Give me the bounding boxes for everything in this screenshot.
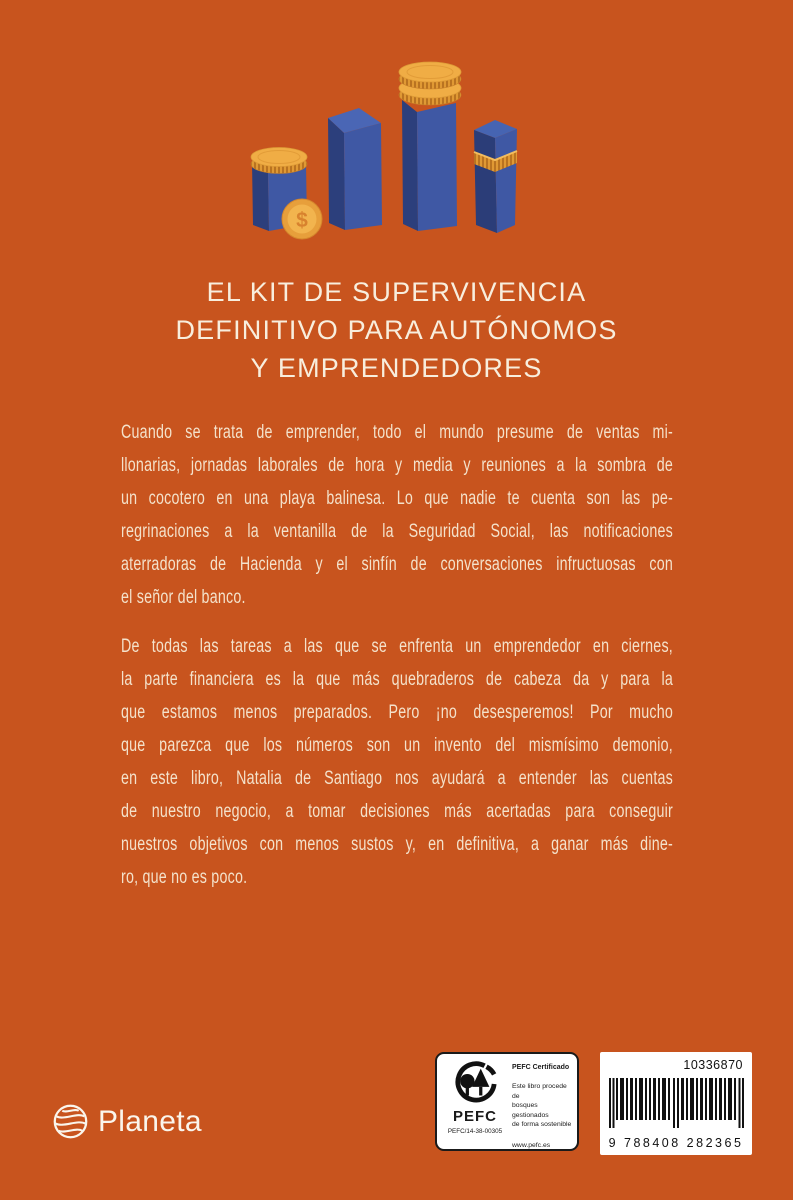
text-line: De todas las tareas a las que se enfrenta un emprendedor en ciernes,	[121, 636, 673, 657]
text-line: en este libro, Natalia de Santiago nos ayudará a entender las cuentas	[121, 768, 673, 789]
synopsis-paragraph-1	[121, 416, 673, 614]
text-line: Cuando se trata de emprender, todo el mundo presume de ventas mi-	[121, 422, 673, 443]
text-line: regrinaciones a la ventanilla de la Seguridad Social, las notificaciones	[121, 521, 673, 542]
pefc-description-line: de forma sostenible	[512, 1121, 572, 1128]
coins-bar-chart-illustration	[240, 45, 540, 245]
pefc-description-line: bosques gestionados	[512, 1102, 549, 1119]
pefc-description-line: Este libro procede de	[512, 1083, 567, 1100]
pefc-logo-text: PEFC	[452, 1108, 497, 1125]
text-line: de nuestro negocio, a tomar decisiones más acertadas para conseguir	[121, 801, 673, 822]
tagline	[0, 273, 793, 387]
text-line: llonarias, jornadas laborales de hora y media y reuniones a la sombra de	[121, 455, 673, 476]
synopsis-paragraph-2	[121, 630, 673, 894]
pefc-url: www.pefc.es	[512, 1141, 551, 1149]
pefc-title: PEFC Certificado	[512, 1064, 570, 1071]
text-line: un cocotero en una playa balinesa. Lo que nadie te cuenta son las pe-	[121, 488, 673, 509]
text-line: ro, que no es poco.	[121, 867, 248, 888]
tagline-line: Y EMPRENDEDORES	[250, 353, 543, 383]
text-line: nuestros objetivos con menos sustos y, en definitiva, a ganar más dine-	[121, 834, 673, 855]
ean-barcode-icon	[609, 1078, 744, 1130]
pefc-license-code: PEFC/14-38-00305	[447, 1128, 503, 1135]
text-line: la parte financiera es la que más quebraderos de cabeza da y para la	[121, 669, 673, 690]
text-line: el señor del banco.	[121, 587, 246, 608]
pefc-certification-label	[435, 1052, 579, 1151]
product-code: 10336870	[683, 1058, 743, 1072]
text-line: que parezca que los números son un invento del mismísimo demonio,	[121, 735, 673, 756]
dollar-sign: $	[296, 209, 308, 232]
text-line: que estamos menos preparados. Pero ¡no desesperemos! Por mucho	[121, 702, 673, 723]
dollar-coin-icon	[282, 199, 322, 239]
planeta-globe-icon	[52, 1103, 89, 1140]
tagline-line: DEFINITIVO PARA AUTÓNOMOS	[175, 315, 618, 345]
isbn-digits: 9 788408 282365	[608, 1136, 744, 1150]
barcode-panel	[600, 1052, 752, 1155]
pefc-trees-icon	[452, 1061, 498, 1107]
publisher-name: Planeta	[98, 1104, 202, 1138]
publisher-logo	[52, 1103, 202, 1140]
tagline-line: EL KIT DE SUPERVIVENCIA	[206, 277, 587, 307]
text-line: aterradoras de Hacienda y el sinfín de conversaciones infructuosas con	[121, 554, 673, 575]
